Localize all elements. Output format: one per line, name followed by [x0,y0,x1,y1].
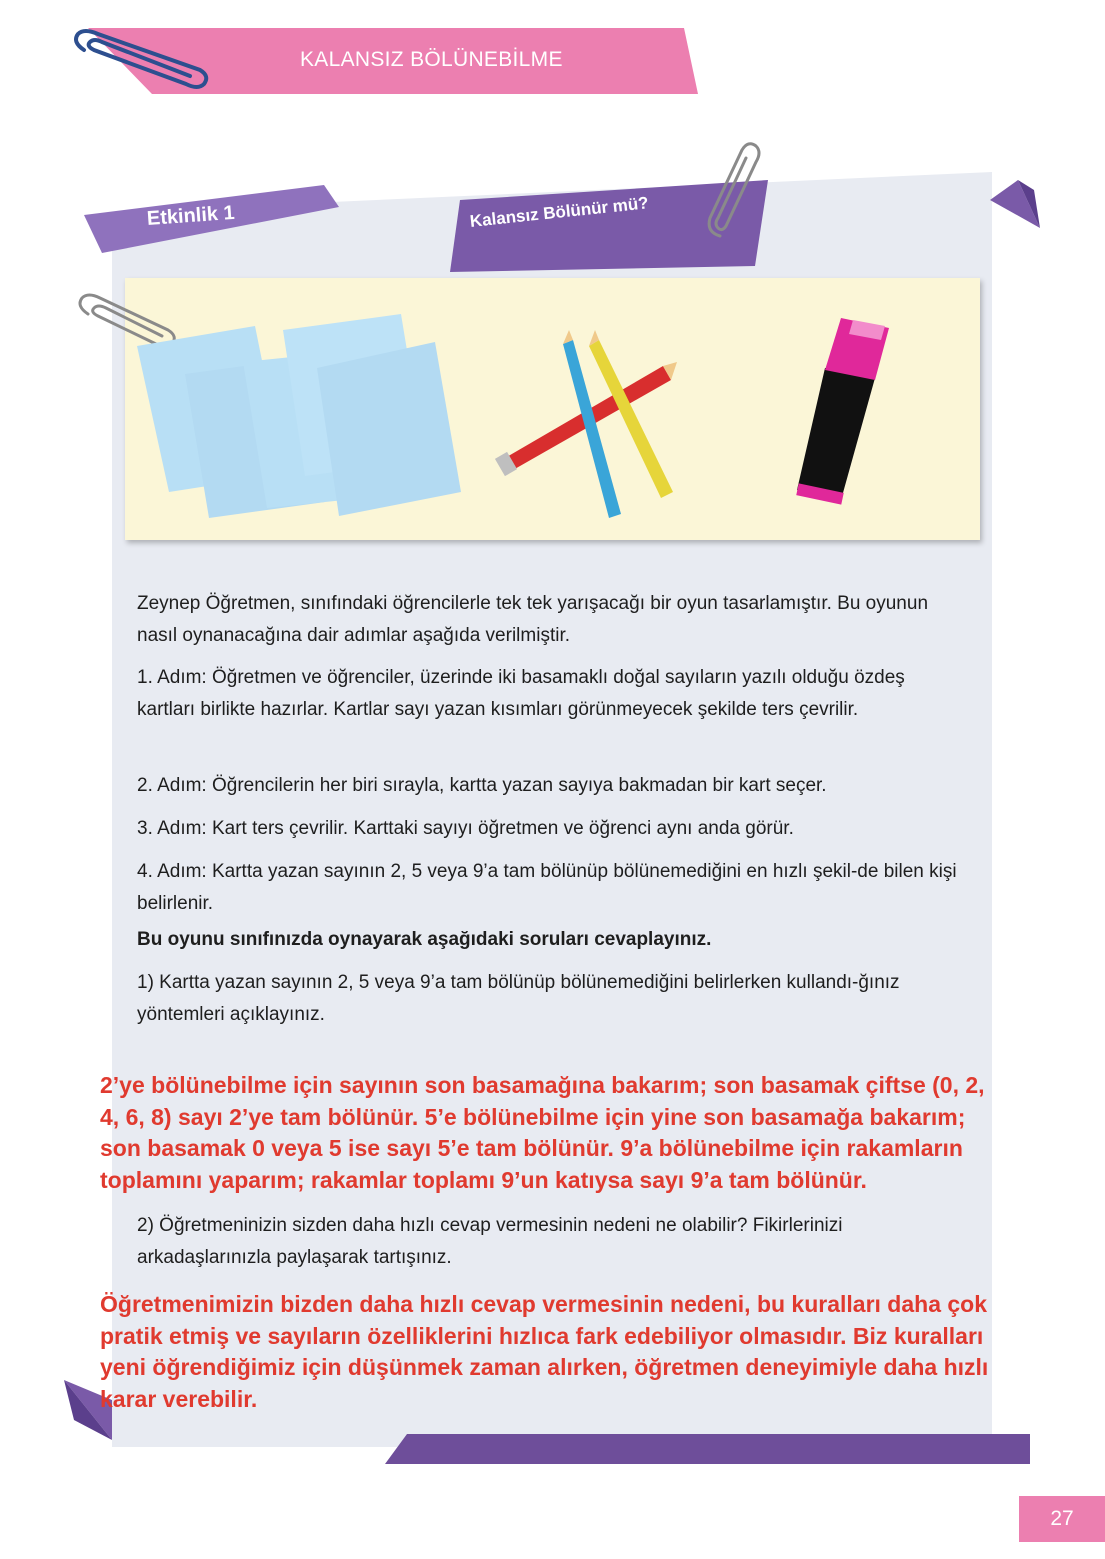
question-1: 1) Kartta yazan sayının 2, 5 veya 9’a tam bölünüp bölünemediğini belirlerken kullandı-ğınız yöntemleri açıklayınız. [137,972,900,1025]
question-2: 2) Öğretmeninizin sizden daha hızlı cevap vermesinin nedeni ne olabilir? Fikirlerinizi arkadaşlarınızla paylaşarak tartışınız. [137,1215,843,1268]
page-number: 27 [1050,1507,1074,1530]
activity-title: Kalansız Bölünür mü? [468,193,650,231]
step-4: 4. Adım: Kartta yazan sayının 2, 5 veya 9’a tam bölünüp bölünemediğini en hızlı şekil-de bilen kişi belirlenir. [137,861,957,914]
intro-paragraph: Zeynep Öğretmen, sınıfındaki öğrencilerle tek tek yarışacağı bir oyun tasarlamıştır. Bu oyunun nasıl oynanacağına dair adımlar aşağıda verilmiştir. [137,593,929,646]
answer-2: Öğretmenimizin bizden daha hızlı cevap vermesinin nedeni, bu kuralları daha çok pratik etmiş ve sayıların özelliklerini hızlıca fark edebiliyor olmasıdır. Biz kuralları yeni öğrendiğimiz için düşünmek zaman alırken, öğretmen deneyimiyle daha hızlı karar verebilir. [100,1291,989,1412]
step-1: 1. Adım: Öğretmen ve öğrenciler, üzerinde iki basamaklı doğal sayıların yazılı olduğu özdeş kartları birlikte hazırlar. Kartlar sayı yazan kısımları görünmeyecek şekilde ters çevrilir. [137,667,905,720]
paperclip-icon [64,20,214,90]
highlighter-icon [796,318,889,505]
instruction: Bu oyunu sınıfınızda oynayarak aşağıdaki soruları cevaplayınız. [137,929,712,950]
step-3: 3. Adım: Kart ters çevrilir. Karttaki sayıyı öğretmen ve öğrenci aynı anda görür. [137,818,794,839]
sticky-note-icon [137,314,461,518]
pencil-icon [495,330,677,518]
header-title: KALANSIZ BÖLÜNEBİLME [300,48,563,71]
bottom-ribbon [385,1434,1033,1466]
activity-label: Etkinlik 1 [146,201,236,230]
stationery-illustration [125,278,980,540]
answer-1: 2’ye bölünebilme için sayının son basamağına bakarım; son basamak çiftse (0, 2, 4, 6, 8) sayı 2’ye tam bölünür. 5’e bölünebilme için yine son basamağa bakarım; son basamak 0 veya 5 ise sayı 5’e tam bölünür. 9’a bölünebilme için rakamların toplamını yaparım; rakamlar toplamı 9’un katıysa sayı 9’a tam bölünür. [100,1072,985,1193]
corner-ribbon-top [990,180,1042,232]
paperclip-icon [700,140,764,244]
step-2: 2. Adım: Öğrencilerin her biri sırayla, kartta yazan sayıya bakmadan bir kart seçer. [137,775,827,796]
